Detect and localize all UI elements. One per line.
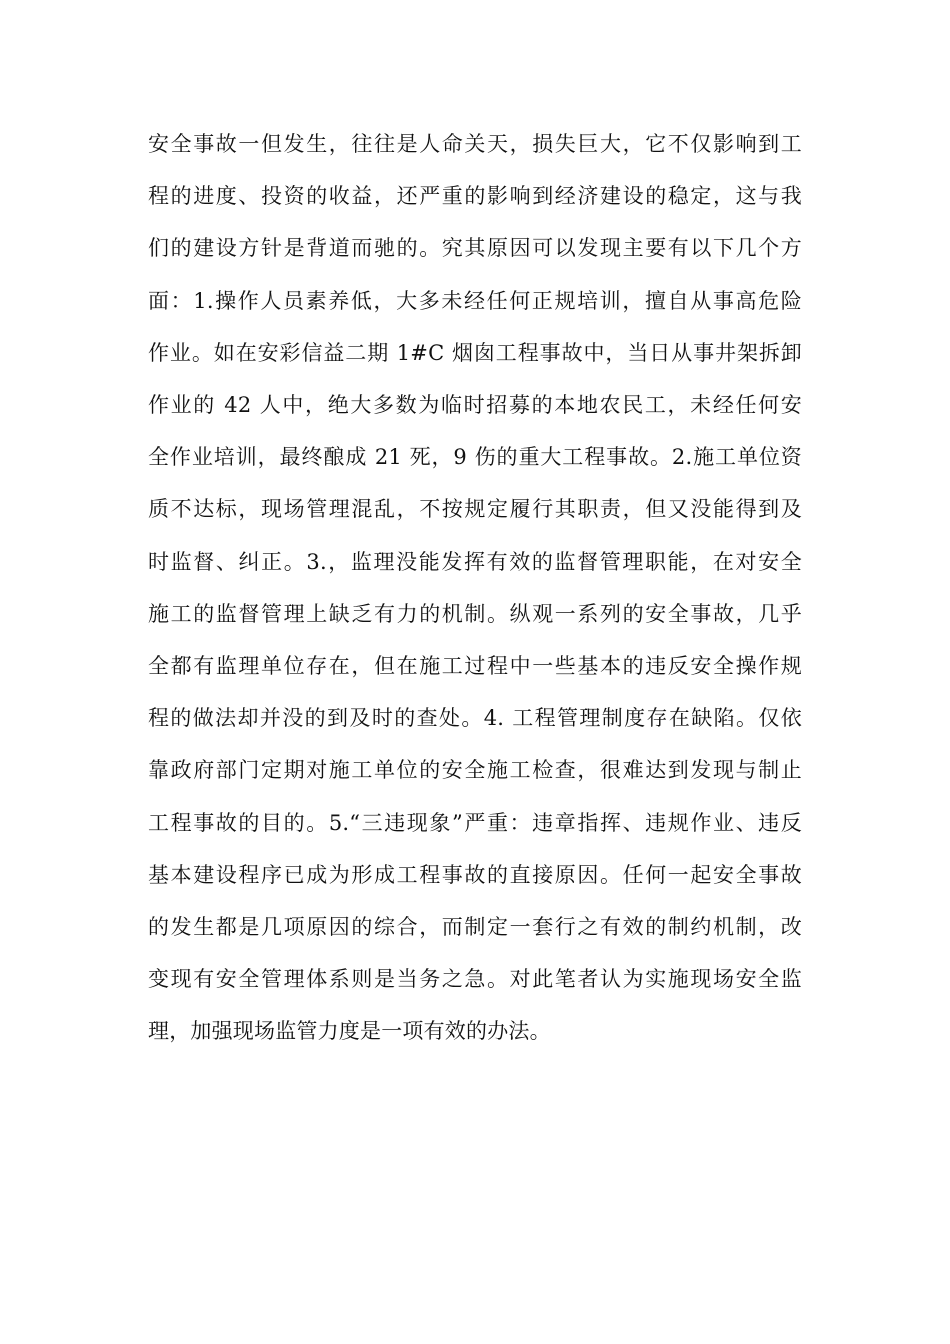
paragraph-line-1: 安全事故一但发生，往往是人命关天，损失巨大，它不仅影响到工 <box>148 132 802 156</box>
paragraph-line-4: 面：1.操作人员素养低，大多未经任何正规培训，擅自从事高危险 <box>148 288 802 313</box>
paragraph-line-15: 基本建设程序已成为形成工程事故的直接原因。任何一起安全事故 <box>148 862 802 887</box>
paragraph-line-8: 质不达标，现场管理混乱，不按规定履行其职责，但又没能得到及 <box>148 497 802 522</box>
paragraph-line-7: 全作业培训，最终酿成 21 死，9 伤的重大工程事故。2.施工单位资 <box>148 445 802 470</box>
paragraph-line-17: 变现有安全管理体系则是当务之急。对此笔者认为实施现场安全监 <box>148 967 802 992</box>
paragraph-line-13: 靠政府部门定期对施工单位的安全施工检查，很难达到发现与制止 <box>148 758 802 783</box>
paragraph-line-5: 作业。如在安彩信益二期 1#C 烟囱工程事故中，当日从事井架拆卸 <box>148 340 802 365</box>
paragraph-line-10: 施工的监督管理上缺乏有力的机制。纵观一系列的安全事故，几乎 <box>148 601 802 626</box>
paragraph-line-18: 理，加强现场监管力度是一项有效的办法。 <box>148 1019 551 1044</box>
paragraph-line-9: 时监督、纠正。3.，监理没能发挥有效的监督管理职能，在对安全 <box>148 549 802 574</box>
paragraph-line-12: 程的做法却并没的到及时的查处。4. 工程管理制度存在缺陷。仅依 <box>148 706 802 731</box>
paragraph-line-11: 全都有监理单位存在，但在施工过程中一些基本的违反安全操作规 <box>148 654 802 679</box>
paragraph-line-2: 程的进度、投资的收益，还严重的影响到经济建设的稳定，这与我 <box>148 184 802 209</box>
paragraph-line-16: 的发生都是几项原因的综合，而制定一套行之有效的制约机制，改 <box>148 915 802 940</box>
paragraph-line-14: 工程事故的目的。5.“三违现象”严重：违章指挥、违规作业、违反 <box>148 810 802 835</box>
paragraph-line-6: 作业的 42 人中，绝大多数为临时招募的本地农民工，未经任何安 <box>148 393 802 418</box>
body-paragraph <box>148 118 802 1058</box>
paragraph-line-3: 们的建设方针是背道而驰的。究其原因可以发现主要有以下几个方 <box>148 236 802 261</box>
